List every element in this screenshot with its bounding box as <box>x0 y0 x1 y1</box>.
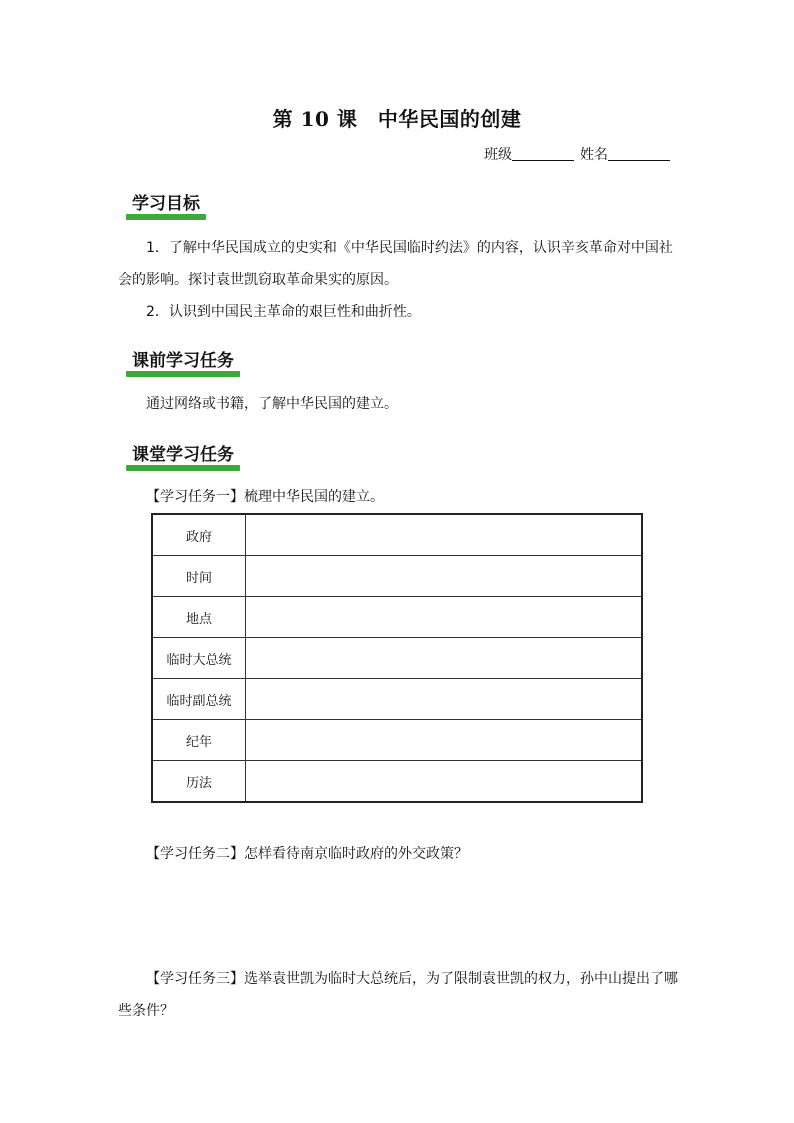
table-row <box>152 761 642 803</box>
goal-item-1-line-2: 会的影响。探讨袁世凯窃取革命果实的原因。 <box>118 272 398 288</box>
table-row <box>152 679 642 720</box>
table-row <box>152 556 642 597</box>
section-heading-in-class: 课堂学习任务 <box>126 442 240 468</box>
heading-underline <box>126 214 206 220</box>
answer-cell[interactable] <box>246 720 643 761</box>
row-label: 临时大总统 <box>152 638 246 679</box>
task-2-prompt <box>146 838 706 870</box>
task-1-tag: 【学习任务一】 <box>146 489 244 505</box>
table-row <box>152 597 642 638</box>
answer-cell[interactable] <box>246 514 643 556</box>
task-1-table <box>151 513 643 803</box>
row-label: 地点 <box>152 597 246 638</box>
name-label: 姓名 <box>580 147 608 163</box>
class-label: 班级 <box>484 147 512 163</box>
goal-item-1-line-1: 1．了解中华民国成立的史实和《中华民国临时约法》的内容，认识辛亥革命对中国社 <box>146 240 673 256</box>
task-1-text: 梳理中华民国的建立。 <box>244 489 384 505</box>
page-title: 第 10 课 中华民国的创建 <box>272 107 522 131</box>
table-row <box>152 638 642 679</box>
task-3-tag: 【学习任务三】 <box>146 971 244 987</box>
row-label: 历法 <box>152 761 246 803</box>
name-blank-line <box>608 146 670 161</box>
answer-cell[interactable] <box>246 556 643 597</box>
row-label: 纪年 <box>152 720 246 761</box>
table-row <box>152 514 642 556</box>
task-2-tag: 【学习任务二】 <box>146 846 244 862</box>
table-row <box>152 720 642 761</box>
row-label: 临时副总统 <box>152 679 246 720</box>
answer-cell[interactable] <box>246 679 643 720</box>
task-3-line-1: 【学习任务三】选举袁世凯为临时大总统后，为了限制袁世凯的权力，孙中山提出了哪 <box>146 971 678 987</box>
row-label: 政府 <box>152 514 246 556</box>
task-3-prompt <box>118 963 678 1027</box>
section-heading-goals: 学习目标 <box>126 191 206 217</box>
row-label: 时间 <box>152 556 246 597</box>
student-info <box>484 144 670 164</box>
section-heading-pre-class: 课前学习任务 <box>126 348 240 374</box>
task-1-prompt <box>146 481 706 513</box>
heading-underline <box>126 465 240 471</box>
goal-item-2: 2．认识到中国民主革命的艰巨性和曲折性。 <box>146 304 421 320</box>
heading-underline <box>126 371 240 377</box>
answer-cell[interactable] <box>246 638 643 679</box>
task-3-line-2: 些条件？ <box>118 1003 174 1019</box>
goals-content <box>118 232 678 328</box>
task-2-text: 怎样看待南京临时政府的外交政策？ <box>244 846 468 862</box>
answer-cell[interactable] <box>246 597 643 638</box>
answer-cell[interactable] <box>246 761 643 803</box>
class-blank-line <box>512 146 574 161</box>
pre-class-task: 通过网络或书籍，了解中华民国的建立。 <box>146 396 398 412</box>
